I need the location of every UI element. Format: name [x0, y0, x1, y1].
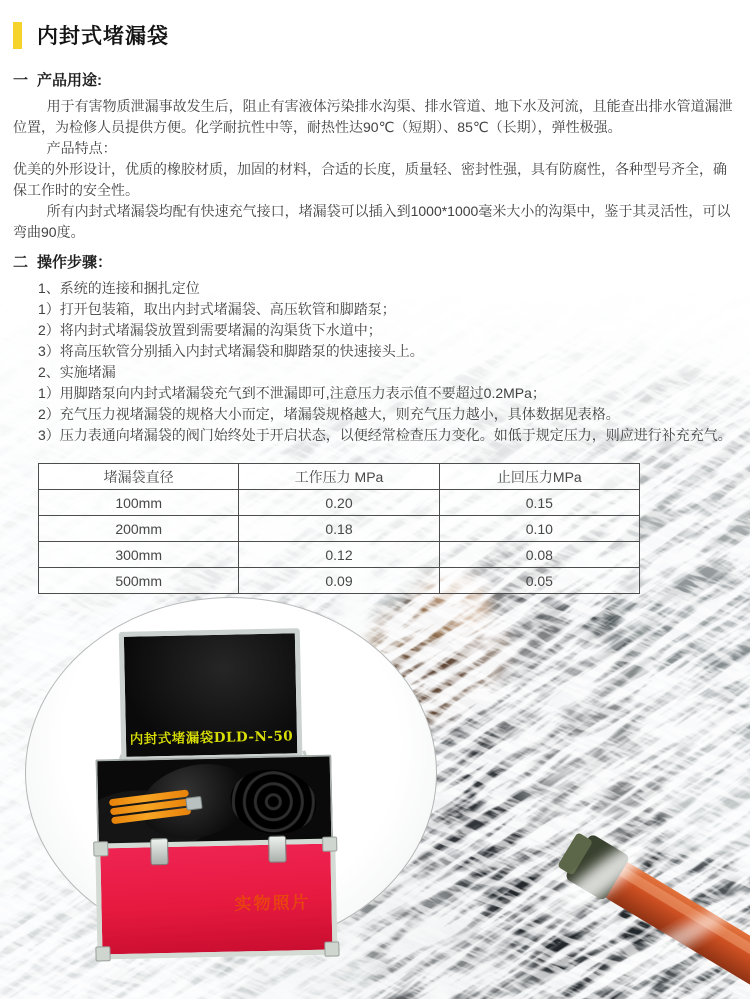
section-number: 二 — [13, 254, 29, 271]
case-lid — [119, 628, 303, 762]
table-cell: 100mm — [39, 490, 239, 516]
table-cell: 0.20 — [239, 490, 439, 516]
case-front-panel — [95, 838, 337, 959]
step-line: 1、系统的连接和捆扎定位 — [38, 280, 200, 296]
table-cell: 200mm — [39, 516, 239, 542]
step-line: 2、实施堵漏 — [38, 364, 116, 380]
corner-cap — [322, 836, 337, 851]
table-cell: 0.15 — [439, 490, 639, 516]
paragraph-features: 优美的外形设计，优质的橡胶材质，加固的材料，合适的长度，质量轻、密封性强，具有防腐性，各种型号齐全，确保工作时的安全性。 — [13, 161, 727, 198]
table-cell: 0.08 — [439, 542, 639, 568]
step-line: 3）将高压软管分别插入内封式堵漏袋和脚踏泵的快速接头上。 — [38, 343, 424, 359]
step-line: 2）充气压力视堵漏袋的规格大小而定，堵漏袋规格越大，则充气压力越小，具体数据见表格。 — [38, 406, 620, 422]
page-title: 内封式堵漏袋 — [37, 25, 169, 48]
table-cell: 0.05 — [439, 568, 639, 594]
table-cell: 0.09 — [239, 568, 439, 594]
table-header-cell-working-pressure: 工作压力 MPa — [239, 464, 439, 490]
step-line: 3）压力表通向堵漏袋的阀门始终处于开启状态，以便经常检查压力变化。如低于规定压力，则应进行补充充气。 — [38, 427, 732, 443]
section-heading-text: 操作步骤： — [37, 254, 113, 271]
photo-caption: 实物照片 — [234, 893, 311, 915]
case-model-label: 内封式堵漏袋DLD-N-50 — [129, 728, 294, 748]
step-line: 2）将内封式堵漏袋放置到需要堵漏的沟渠货下水道中； — [38, 322, 382, 338]
paragraph-interface: 所有内封式堵漏袋均配有快速充气接口，堵漏袋可以插入到1000*1000毫米大小的沟渠中，鉴于其灵活性，可以弯曲90度。 — [13, 203, 731, 240]
strap-buckle — [185, 796, 203, 811]
equipment-case — [87, 625, 342, 946]
table-cell: 0.18 — [239, 516, 439, 542]
case-clasp — [150, 838, 169, 865]
table-cell: 500mm — [39, 568, 239, 594]
paragraph-usage: 用于有害物质泄漏事故发生后，阻止有害液体污染排水沟渠、排水管道、地下水及河流，且能查出排水管道漏泄位置，为检修人员提供方便。化学耐抗性中等，耐热性达90℃（短期）、85℃（长期），弹性极强。 — [13, 98, 733, 135]
section-number: 一 — [13, 72, 29, 89]
step-line: 1）用脚踏泵向内封式堵漏袋充气到不泄漏即可,注意压力表示值不要超过0.2MPa； — [38, 385, 546, 401]
case-body — [95, 755, 333, 846]
step-line: 1）打开包装箱，取出内封式堵漏袋、高压软管和脚踏泵； — [38, 301, 396, 317]
section-heading-text: 产品用途: — [37, 72, 103, 89]
corner-cap — [93, 841, 108, 856]
corner-cap — [95, 946, 110, 961]
paragraph-features-label: 产品特点： — [46, 140, 117, 156]
table-cell: 300mm — [39, 542, 239, 568]
corner-cap — [324, 941, 339, 956]
table-cell: 0.10 — [439, 516, 639, 542]
table-header-cell-diameter: 堵漏袋直径 — [39, 464, 239, 490]
table-cell: 0.12 — [239, 542, 439, 568]
case-clasp — [268, 836, 287, 863]
table-header-cell-check-pressure: 止回压力MPa — [439, 464, 639, 490]
